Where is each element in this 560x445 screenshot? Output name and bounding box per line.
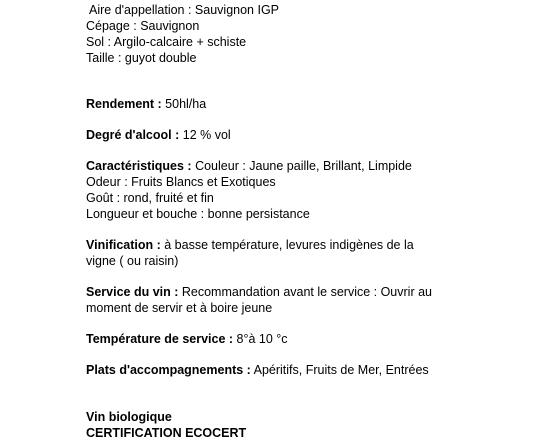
cepage-line: Cépage : Sauvignon <box>86 19 200 33</box>
vinification-cont-line: vigne ( ou raisin) <box>86 254 179 268</box>
degre-line <box>86 127 556 143</box>
temperature-section <box>86 331 556 347</box>
degre-section <box>86 127 556 143</box>
caracteristiques-line <box>86 158 556 174</box>
temperature-value: 8°à 10 °c <box>233 332 288 346</box>
rendement-value: 50hl/ha <box>161 97 207 111</box>
longueur-line: Longueur et bouche : bonne persistance <box>86 207 310 221</box>
degre-label: Degré d'alcool : <box>86 128 180 142</box>
caracteristiques-section <box>86 158 556 222</box>
plats-line <box>86 362 556 378</box>
odeur-line: Odeur : Fruits Blancs et Exotiques <box>86 175 276 189</box>
caracteristiques-label: Caractéristiques : <box>86 159 192 173</box>
bio-section <box>86 409 556 441</box>
bio-title: Vin biologique <box>86 410 172 424</box>
temperature-line <box>86 331 556 347</box>
rendement-line <box>86 96 556 112</box>
plats-label: Plats d'accompagnements : <box>86 363 251 377</box>
rendement-section <box>86 96 556 112</box>
degre-value: 12 % vol <box>179 128 231 142</box>
service-value: Recommandation avant le service : Ouvrir au <box>178 285 432 299</box>
plats-value: Apéritifs, Fruits de Mer, Entrées <box>250 363 429 377</box>
service-line <box>86 284 556 300</box>
rendement-label: Rendement : <box>86 97 162 111</box>
vinification-section <box>86 237 556 269</box>
certification-line: CERTIFICATION ECOCERT <box>86 426 247 440</box>
couleur-value: Couleur : Jaune paille, Brillant, Limpide <box>191 159 412 173</box>
plats-section <box>86 362 556 378</box>
service-label: Service du vin : <box>86 285 179 299</box>
vinification-line <box>86 237 556 253</box>
taille-line: Taille : guyot double <box>86 51 197 65</box>
service-cont-line: moment de servir et à boire jeune <box>86 301 273 315</box>
terroir-section <box>86 2 556 66</box>
sol-line: Sol : Argilo-calcaire + schiste <box>86 35 247 49</box>
gout-line: Goût : rond, fruité et fin <box>86 191 214 205</box>
service-section <box>86 284 556 316</box>
vinification-value: à basse température, levures indigènes de la <box>160 238 414 252</box>
vinification-label: Vinification : <box>86 238 161 252</box>
appellation-line: Aire d'appellation : Sauvignon IGP <box>89 3 280 17</box>
temperature-label: Température de service : <box>86 332 234 346</box>
